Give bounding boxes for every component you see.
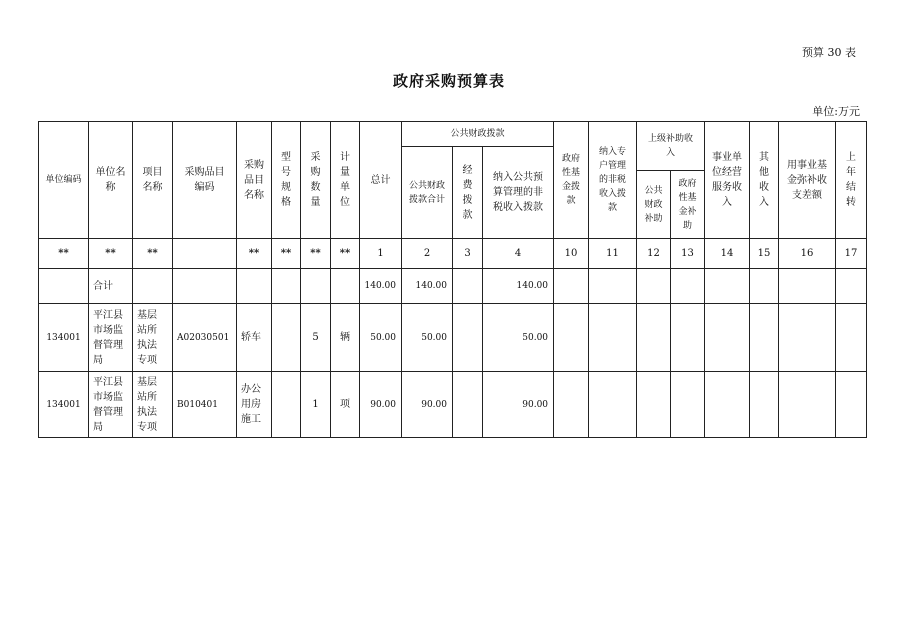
index-cell: 12 xyxy=(637,239,671,269)
item-code-cell: B010401 xyxy=(173,372,237,438)
page-title: 政府采购预算表 xyxy=(392,72,505,90)
item-code-cell: A02030501 xyxy=(173,304,237,372)
header-public-finance: 公共财政拨款 xyxy=(402,122,554,147)
item-name-cell: 办公 用房 施工 xyxy=(237,372,272,438)
header-item-name: 采购 品目 名称 xyxy=(237,122,272,239)
measure-unit-cell: 项 xyxy=(331,372,360,438)
header-spec: 型 号 规 格 xyxy=(272,122,301,239)
index-cell: 13 xyxy=(671,239,705,269)
index-cell: ** xyxy=(301,239,331,269)
summary-total: 140.00 xyxy=(360,269,402,304)
total-cell: 90.00 xyxy=(360,372,402,438)
spec-cell xyxy=(272,372,301,438)
index-cell: 1 xyxy=(360,239,402,269)
index-cell: 3 xyxy=(453,239,483,269)
header-public-finance-total: 公共财政 拨款合计 xyxy=(402,147,453,239)
table-row xyxy=(39,304,867,372)
header-gov-fund: 政府 性基 金拨 款 xyxy=(554,122,589,239)
nontax-budget-cell: 90.00 xyxy=(483,372,554,438)
project-name-cell: 基层 站所 执法 专项 xyxy=(133,304,173,372)
index-cell: 17 xyxy=(836,239,867,269)
header-special-nontax: 纳入专 户管理 的非税 收入拨 款 xyxy=(589,122,637,239)
header-nontax-budget: 纳入公共预 算管理的非 税收入拨款 xyxy=(483,147,554,239)
index-row xyxy=(39,239,867,269)
unit-name-cell: 平江县 市场监 督管理 局 xyxy=(89,372,133,438)
quantity-cell: 1 xyxy=(301,372,331,438)
header-public-finance-subsidy: 公共 财政 补助 xyxy=(637,171,671,239)
spec-cell xyxy=(272,304,301,372)
project-name-cell: 基层 站所 执法 专项 xyxy=(133,372,173,438)
unit-name-cell: 平江县 市场监 督管理 局 xyxy=(89,304,133,372)
header-item-code: 采购品目 编码 xyxy=(173,122,237,239)
index-cell xyxy=(173,239,237,269)
quantity-cell: 5 xyxy=(301,304,331,372)
index-cell: ** xyxy=(89,239,133,269)
nontax-budget-cell: 50.00 xyxy=(483,304,554,372)
index-cell: 11 xyxy=(589,239,637,269)
unit-code-cell: 134001 xyxy=(39,304,89,372)
public-finance-total-cell: 90.00 xyxy=(402,372,453,438)
index-cell: ** xyxy=(237,239,272,269)
header-business-income: 事业单 位经营 服务收 入 xyxy=(705,122,750,239)
index-cell: ** xyxy=(272,239,301,269)
header-fund-makeup: 用事业基 金弥补收 支差额 xyxy=(779,122,836,239)
header-project-name: 项目 名称 xyxy=(133,122,173,239)
header-superior-subsidy: 上级补助收 入 xyxy=(637,122,705,171)
procurement-budget-table xyxy=(38,121,867,438)
header-total: 总计 xyxy=(360,122,402,239)
summary-row xyxy=(39,269,867,304)
header-unit-name: 单位名 称 xyxy=(89,122,133,239)
unit-label: 单位:万元 xyxy=(812,105,860,118)
index-cell: ** xyxy=(331,239,360,269)
summary-public-finance-total: 140.00 xyxy=(402,269,453,304)
header-quantity: 采 购 数 量 xyxy=(301,122,331,239)
unit-code-cell: 134001 xyxy=(39,372,89,438)
summary-label: 合计 xyxy=(89,269,133,304)
item-name-cell: 轿车 xyxy=(237,304,272,372)
index-cell: 16 xyxy=(779,239,836,269)
header-fees: 经 费 拨 款 xyxy=(453,147,483,239)
header-unit-code: 单位编码 xyxy=(39,122,89,239)
index-cell: 14 xyxy=(705,239,750,269)
header-other-income: 其 他 收 入 xyxy=(750,122,779,239)
index-cell: 2 xyxy=(402,239,453,269)
header-measure-unit: 计 量 单 位 xyxy=(331,122,360,239)
index-cell: ** xyxy=(39,239,89,269)
index-cell: ** xyxy=(133,239,173,269)
header-carryover: 上 年 结 转 xyxy=(836,122,867,239)
header-gov-fund-subsidy: 政府 性基 金补 助 xyxy=(671,171,705,239)
total-cell: 50.00 xyxy=(360,304,402,372)
public-finance-total-cell: 50.00 xyxy=(402,304,453,372)
summary-nontax-budget: 140.00 xyxy=(483,269,554,304)
index-cell: 4 xyxy=(483,239,554,269)
index-cell: 10 xyxy=(554,239,589,269)
form-number: 预算 30 表 xyxy=(802,46,856,59)
measure-unit-cell: 辆 xyxy=(331,304,360,372)
table-row xyxy=(39,372,867,438)
index-cell: 15 xyxy=(750,239,779,269)
